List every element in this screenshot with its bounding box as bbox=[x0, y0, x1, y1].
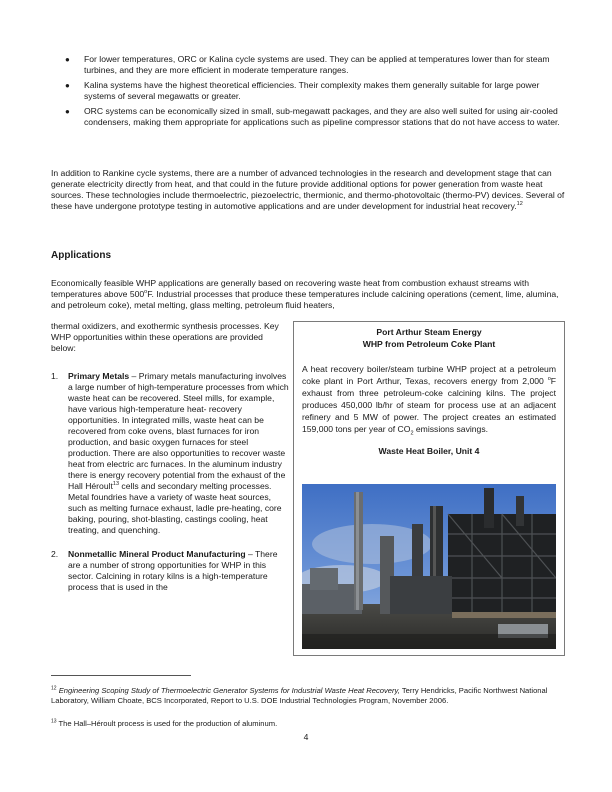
list-item: 2. Nonmetallic Mineral Product Manufacturing – There are a number of strong opportunities for WHP in this sector. Calcining in rotary kilns is a high-temperature process that is used in the bbox=[51, 549, 278, 592]
photo-caption: Waste Heat Boiler, Unit 4 bbox=[378, 446, 480, 456]
waste-heat-boiler-photo bbox=[302, 484, 556, 649]
case-study-sidebar bbox=[293, 321, 565, 656]
paragraph-applications: Economically feasible WHP applications are generally based on recovering waste heat from combustion exhaust streams with temperatures above 500$^o$F. Industrial processes that produce these temperatures include calcining operations (cement, lime, alumina, and petroleum coke), metal melting, glass melting, petroleum fluid heaters, bbox=[51, 278, 559, 310]
footnote-ref-13: 13 bbox=[112, 481, 120, 488]
footnote-ref-12: 12 bbox=[516, 201, 523, 208]
sidebar-body: A heat recovery boiler/steam turbine WHP project at a petroleum coke plant in Port Arthur, Texas, recovers energy from 2,000 $^o$F exhaust from three petroleum-coke calcining kilns. The project produces 450,000 lb/hr of steam for process use at an adjacent refinery and 5 MW of power. The project creates an estimated 159,000 tons per year of $CO_2$ emissions savings. bbox=[302, 364, 556, 437]
paragraph-applications-cont: thermal oxidizers, and exothermic synthesis processes. Key WHP opportunities within these operations are provided below: bbox=[51, 321, 279, 353]
page-number: 4 bbox=[303, 732, 309, 742]
bullet-icon: ● bbox=[65, 81, 70, 90]
footnote-12: $^{12}$ Engineering Scoping Study of Thermoelectric Generator Systems for Industrial Waste Heat Recovery, Terry Hendricks, Pacific Northwest National Laboratory, William Choate, BCS Incorporated, Report to U.S. DOE Industrial Technologies Program, November 2006. bbox=[51, 685, 548, 705]
list-item-title: Nonmetallic Mineral Product Manufacturing bbox=[68, 549, 246, 559]
bullet-item: ● ORC systems can be economically sized in small, sub-megawatt packages, and they are also well suited for using air-cooled condensers, making them appropriate for applications such as pipeline compressor stations that do not have access to water. bbox=[65, 106, 560, 127]
numbered-list bbox=[51, 371, 291, 606]
paragraph-advanced-technologies: In addition to Rankine cycle systems, there are a number of advanced technologies in the research and development stage that can generate electricity directly from heat, and that could in the future provide additional options for power generation from waste heat sources. These technologies include thermoelectric, piezoelectric, thermionic, and thermo-photovoltaic (thermo-PV) devices. Several of these have undergone prototype testing in automotive applications and are under development for industrial heat recovery.$^{12}$ bbox=[51, 168, 565, 211]
section-heading: Applications bbox=[51, 250, 112, 261]
list-item-title: Primary Metals bbox=[68, 371, 130, 381]
bullet-icon: ● bbox=[65, 55, 70, 64]
bullet-list bbox=[51, 54, 566, 132]
bullet-item: ● Kalina systems have the highest theoretical efficiencies. Their complexity makes them generally suitable for large power systems of several megawatts or greater. bbox=[65, 80, 540, 101]
list-item: 1. Primary Metals – Primary metals manufacturing involves a large number of high-temperature processes from which waste heat can be recovered. Steel mills, for example, have various high-temperature heat- recovery opportunities. In integrated mills, waste heat can be recovered from coke ovens, blast furnaces for iron production, and basic oxygen furnaces for steel production. There are also opportunities to recover waste heat from electric arc furnaces. In the aluminum industry there is energy recovery potential from the exhaust of the Hall Héroult$^{13}$ cells and secondary melting processes. Metal foundries have a variety of waste heat sources, such as melting furnace exhaust, ladle pre-heating, core baking, pouring, shot-blasting, castings cooling, heat treating, and quenching. bbox=[51, 371, 289, 535]
bullet-item: ● For lower temperatures, ORC or Kalina cycle systems are used. They can be applied at temperatures lower than for steam turbines, and they are more efficient in moderate temperature ranges. bbox=[65, 54, 550, 75]
footnote-13: $^{13}$ The Hall–Héroult process is used for the production of aluminum. bbox=[51, 718, 278, 728]
bullet-icon: ● bbox=[65, 107, 70, 116]
footnote-divider bbox=[51, 675, 191, 676]
sidebar-title: Port Arthur Steam Energy WHP from Petroleum Coke Plant bbox=[362, 327, 496, 349]
